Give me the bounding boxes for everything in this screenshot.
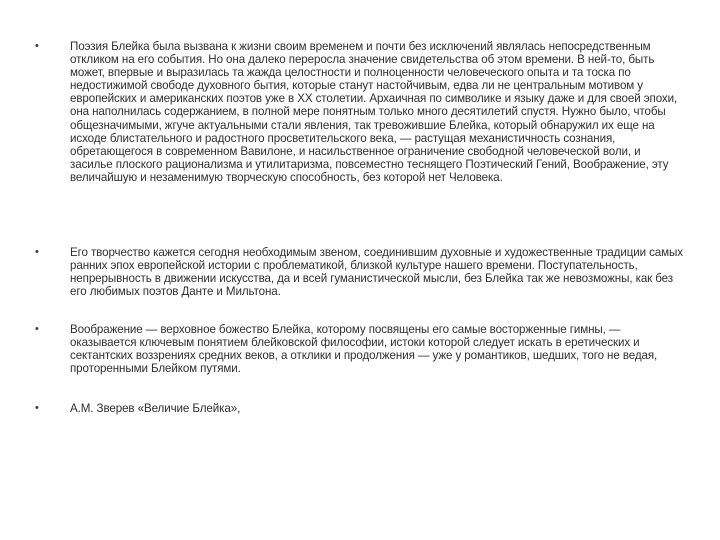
bullet-dot: •: [35, 40, 39, 52]
paragraph-blake-poetry-context: Поэзия Блейка была вызвана к жизни своим временем и почти без исключений являлась непосредственным откликом на его события. Но она далеко переросла значение свидетельства об этом времени. В ней-то, быть может, впервые и выразилась та жажда целостности и полноценности человеческого опыта и та тоска по недостижимой свободе духовного бытия, которые станут настойчивым, едва ли не центральным мотивом у европейских и американских поэтов уже в XX столетии. Архаичная по символике и языку даже и для своей эпохи, она наполнилась содержанием, в полной мере понятным только много десятилетий спустя. Нужно было, чтобы общезначимыми, жгуче актуальными стали явления, так тревожившие Блейка, который обнаружил их еще на исходе блистательного и радостного просветительского века, — растущая механистичность сознания, обретающегося в современном Вавилоне, и насильственное ограничение свободной человеческой воли, и засилье плоского рационализма и утилитаризма, повсеместно теснящего Поэтический Гений, Воображение, эту величайшую и незаменимую творческую способность, без которой нет Человека.: [70, 40, 678, 184]
bullet-dot: •: [35, 246, 39, 258]
paragraph-imagination-deity: Воображение — верховное божество Блейка, которому посвящены его самые восторженные гимны, — оказывается ключевым понятием блейковской философии, истоки которой следует искать в еретических и сектантских воззрениях средних веков, а отклики и продолжения — уже у романтиков, шедших, того не ведая, проторенными Блейком путями.: [70, 323, 658, 376]
bullet-dot: •: [35, 402, 39, 414]
citation-source: А.М. Зверев «Величие Блейка»,: [70, 402, 241, 415]
bullet-dot: •: [35, 323, 39, 335]
paragraph-blake-creative-link: Его творчество кажется сегодня необходимым звеном, соединившим духовные и художественные традиции самых ранних эпох европейской истории с проблематикой, близкой культуре нашего времени. Поступательность, непрерывность в движении искусства, да и всей гуманистической мысли, без Блейка так же невозможны, как без его любимых поэтов Данте и Мильтона.: [70, 246, 683, 299]
